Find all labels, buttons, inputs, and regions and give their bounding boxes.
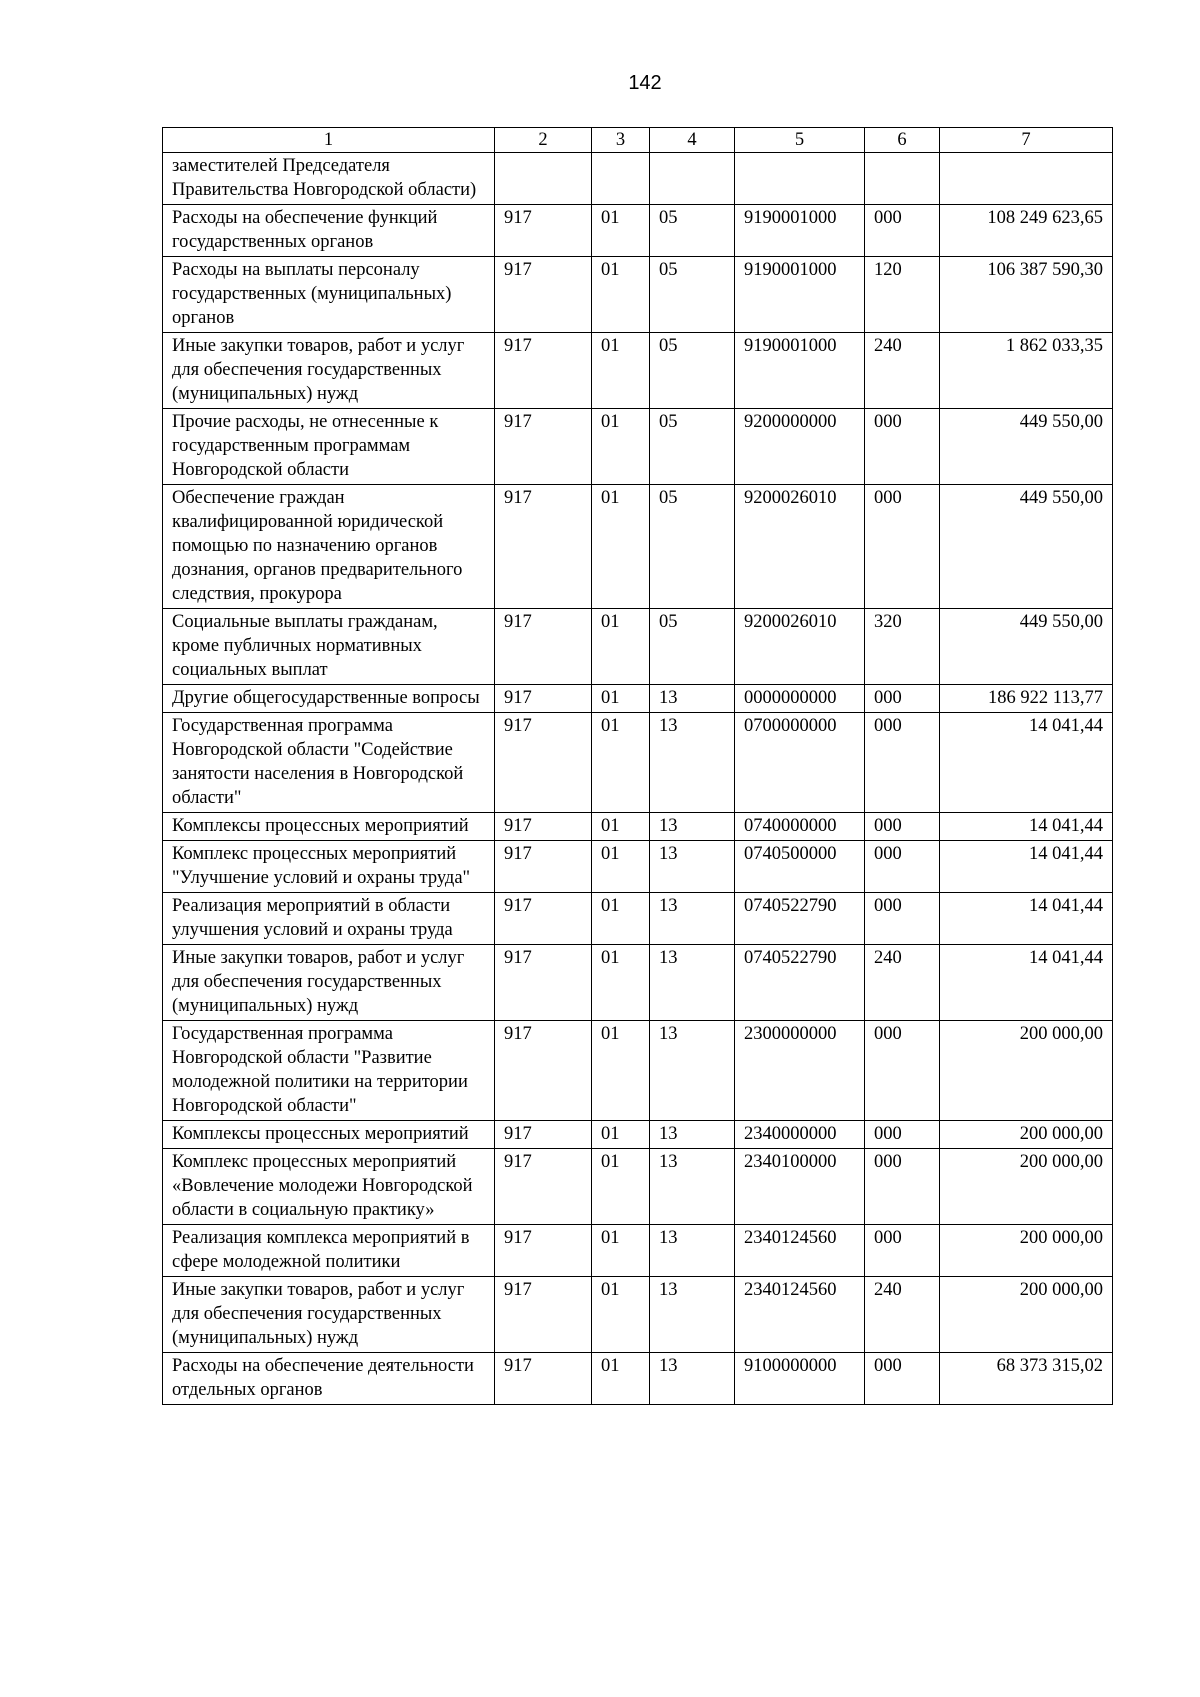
section-code-cell: 01 xyxy=(592,1021,650,1121)
subsection-code-cell: 13 xyxy=(650,713,735,813)
target-article-cell: 0700000000 xyxy=(735,713,865,813)
column-header: 5 xyxy=(735,128,865,153)
amount-cell: 14 041,44 xyxy=(940,893,1113,945)
header-row xyxy=(163,128,1113,153)
table-row xyxy=(163,409,1113,485)
section-code-cell: 01 xyxy=(592,1149,650,1225)
column-header: 2 xyxy=(495,128,592,153)
subsection-code-cell: 05 xyxy=(650,609,735,685)
table-row xyxy=(163,257,1113,333)
target-article-cell: 9100000000 xyxy=(735,1353,865,1405)
subsection-code-cell: 05 xyxy=(650,205,735,257)
table-row xyxy=(163,841,1113,893)
amount-cell: 14 041,44 xyxy=(940,713,1113,813)
row-name-cell: Другие общегосударственные вопросы xyxy=(163,685,495,713)
page-number: 142 xyxy=(628,72,662,94)
expense-type-cell: 000 xyxy=(865,1149,940,1225)
target-article-cell: 0740522790 xyxy=(735,945,865,1021)
section-code-cell: 01 xyxy=(592,485,650,609)
expense-type-cell: 120 xyxy=(865,257,940,333)
section-code-cell: 01 xyxy=(592,609,650,685)
amount-cell: 186 922 113,77 xyxy=(940,685,1113,713)
row-name-cell: Государственная программа Новгородской области "Содействие занятости населения в Новгородской области" xyxy=(163,713,495,813)
table-row xyxy=(163,609,1113,685)
amount-cell: 1 862 033,35 xyxy=(940,333,1113,409)
section-code-cell: 01 xyxy=(592,333,650,409)
row-name-cell: Комплекс процессных мероприятий «Вовлечение молодежи Новгородской области в социальную практику» xyxy=(163,1149,495,1225)
amount-cell: 200 000,00 xyxy=(940,1021,1113,1121)
subsection-code-cell: 05 xyxy=(650,409,735,485)
section-code-cell: 01 xyxy=(592,713,650,813)
row-name-cell: Комплекс процессных мероприятий "Улучшение условий и охраны труда" xyxy=(163,841,495,893)
expense-type-cell: 240 xyxy=(865,945,940,1021)
row-name-cell: Иные закупки товаров, работ и услуг для обеспечения государственных (муниципальных) нужд xyxy=(163,945,495,1021)
ministry-code-cell: 917 xyxy=(495,1021,592,1121)
target-article-cell: 0000000000 xyxy=(735,685,865,713)
section-code-cell: 01 xyxy=(592,1225,650,1277)
row-name-cell: Комплексы процессных мероприятий xyxy=(163,1121,495,1149)
subsection-code-cell: 13 xyxy=(650,685,735,713)
subsection-code-cell: 13 xyxy=(650,945,735,1021)
subsection-code-cell: 05 xyxy=(650,333,735,409)
column-header: 7 xyxy=(940,128,1113,153)
section-code-cell: 01 xyxy=(592,841,650,893)
amount-cell xyxy=(940,153,1113,205)
section-code-cell: 01 xyxy=(592,409,650,485)
table-row xyxy=(163,1353,1113,1405)
ministry-code-cell: 917 xyxy=(495,257,592,333)
target-article-cell: 2340124560 xyxy=(735,1225,865,1277)
section-code-cell: 01 xyxy=(592,945,650,1021)
ministry-code-cell: 917 xyxy=(495,609,592,685)
target-article-cell: 2340124560 xyxy=(735,1277,865,1353)
row-name-cell: Расходы на обеспечение деятельности отдельных органов xyxy=(163,1353,495,1405)
table-row xyxy=(163,1121,1113,1149)
subsection-code-cell: 05 xyxy=(650,257,735,333)
expense-type-cell: 320 xyxy=(865,609,940,685)
amount-cell: 449 550,00 xyxy=(940,409,1113,485)
section-code-cell: 01 xyxy=(592,1121,650,1149)
expense-type-cell: 000 xyxy=(865,1121,940,1149)
amount-cell: 200 000,00 xyxy=(940,1121,1113,1149)
subsection-code-cell: 13 xyxy=(650,1149,735,1225)
target-article-cell: 9190001000 xyxy=(735,333,865,409)
row-name-cell: Расходы на обеспечение функций государственных органов xyxy=(163,205,495,257)
section-code-cell: 01 xyxy=(592,1277,650,1353)
expense-type-cell xyxy=(865,153,940,205)
target-article-cell: 9190001000 xyxy=(735,205,865,257)
expense-type-cell: 240 xyxy=(865,1277,940,1353)
row-name-cell: Иные закупки товаров, работ и услуг для обеспечения государственных (муниципальных) нужд xyxy=(163,1277,495,1353)
amount-cell: 200 000,00 xyxy=(940,1149,1113,1225)
row-name-cell: Социальные выплаты гражданам, кроме публичных нормативных социальных выплат xyxy=(163,609,495,685)
subsection-code-cell: 13 xyxy=(650,1353,735,1405)
row-name-cell: Государственная программа Новгородской области "Развитие молодежной политики на территории Новгородской области" xyxy=(163,1021,495,1121)
column-header: 4 xyxy=(650,128,735,153)
target-article-cell: 0740522790 xyxy=(735,893,865,945)
ministry-code-cell: 917 xyxy=(495,1277,592,1353)
expense-type-cell: 240 xyxy=(865,333,940,409)
table-body xyxy=(163,153,1113,1405)
section-code-cell: 01 xyxy=(592,813,650,841)
table-row xyxy=(163,485,1113,609)
ministry-code-cell: 917 xyxy=(495,813,592,841)
target-article-cell: 2300000000 xyxy=(735,1021,865,1121)
row-name-cell: Реализация мероприятий в области улучшения условий и охраны труда xyxy=(163,893,495,945)
ministry-code-cell: 917 xyxy=(495,1121,592,1149)
expense-type-cell: 000 xyxy=(865,409,940,485)
table-row xyxy=(163,945,1113,1021)
expense-type-cell: 000 xyxy=(865,485,940,609)
column-header: 1 xyxy=(163,128,495,153)
row-name-cell: Расходы на выплаты персоналу государственных (муниципальных) органов xyxy=(163,257,495,333)
table-row xyxy=(163,713,1113,813)
subsection-code-cell: 05 xyxy=(650,485,735,609)
section-code-cell: 01 xyxy=(592,1353,650,1405)
ministry-code-cell: 917 xyxy=(495,1149,592,1225)
row-name-cell: Иные закупки товаров, работ и услуг для обеспечения государственных (муниципальных) нужд xyxy=(163,333,495,409)
subsection-code-cell: 13 xyxy=(650,893,735,945)
expense-type-cell: 000 xyxy=(865,1021,940,1121)
table-row xyxy=(163,893,1113,945)
row-name-cell: Комплексы процессных мероприятий xyxy=(163,813,495,841)
expense-type-cell: 000 xyxy=(865,685,940,713)
target-article-cell: 9190001000 xyxy=(735,257,865,333)
ministry-code-cell: 917 xyxy=(495,945,592,1021)
ministry-code-cell: 917 xyxy=(495,685,592,713)
table-row xyxy=(163,153,1113,205)
budget-table xyxy=(162,127,1113,1405)
subsection-code-cell: 13 xyxy=(650,841,735,893)
table-row xyxy=(163,333,1113,409)
ministry-code-cell: 917 xyxy=(495,713,592,813)
target-article-cell: 9200026010 xyxy=(735,485,865,609)
ministry-code-cell: 917 xyxy=(495,485,592,609)
ministry-code-cell: 917 xyxy=(495,893,592,945)
section-code-cell: 01 xyxy=(592,685,650,713)
target-article-cell: 2340100000 xyxy=(735,1149,865,1225)
section-code-cell: 01 xyxy=(592,893,650,945)
subsection-code-cell: 13 xyxy=(650,1021,735,1121)
ministry-code-cell: 917 xyxy=(495,841,592,893)
target-article-cell: 0740000000 xyxy=(735,813,865,841)
amount-cell: 106 387 590,30 xyxy=(940,257,1113,333)
amount-cell: 14 041,44 xyxy=(940,945,1113,1021)
expense-type-cell: 000 xyxy=(865,713,940,813)
amount-cell: 14 041,44 xyxy=(940,841,1113,893)
expense-type-cell: 000 xyxy=(865,813,940,841)
table-row xyxy=(163,685,1113,713)
subsection-code-cell: 13 xyxy=(650,1225,735,1277)
subsection-code-cell: 13 xyxy=(650,1277,735,1353)
row-name-cell: Реализация комплекса мероприятий в сфере молодежной политики xyxy=(163,1225,495,1277)
target-article-cell: 0740500000 xyxy=(735,841,865,893)
amount-cell: 200 000,00 xyxy=(940,1225,1113,1277)
ministry-code-cell: 917 xyxy=(495,333,592,409)
target-article-cell: 9200000000 xyxy=(735,409,865,485)
table-row xyxy=(163,1225,1113,1277)
ministry-code-cell: 917 xyxy=(495,409,592,485)
table-row xyxy=(163,205,1113,257)
table-row xyxy=(163,1149,1113,1225)
column-header: 3 xyxy=(592,128,650,153)
target-article-cell xyxy=(735,153,865,205)
ministry-code-cell: 917 xyxy=(495,1353,592,1405)
expense-type-cell: 000 xyxy=(865,1353,940,1405)
amount-cell: 108 249 623,65 xyxy=(940,205,1113,257)
table-row xyxy=(163,1277,1113,1353)
subsection-code-cell xyxy=(650,153,735,205)
amount-cell: 449 550,00 xyxy=(940,485,1113,609)
amount-cell: 449 550,00 xyxy=(940,609,1113,685)
row-name-cell: Обеспечение граждан квалифицированной юридической помощью по назначению органов дознания, органов предварительного следствия, прокурора xyxy=(163,485,495,609)
target-article-cell: 9200026010 xyxy=(735,609,865,685)
section-code-cell: 01 xyxy=(592,257,650,333)
table-row xyxy=(163,813,1113,841)
section-code-cell: 01 xyxy=(592,205,650,257)
expense-type-cell: 000 xyxy=(865,205,940,257)
amount-cell: 200 000,00 xyxy=(940,1277,1113,1353)
amount-cell: 14 041,44 xyxy=(940,813,1113,841)
expense-type-cell: 000 xyxy=(865,893,940,945)
amount-cell: 68 373 315,02 xyxy=(940,1353,1113,1405)
row-name-cell: Прочие расходы, не отнесенные к государственным программам Новгородской области xyxy=(163,409,495,485)
target-article-cell: 2340000000 xyxy=(735,1121,865,1149)
ministry-code-cell: 917 xyxy=(495,205,592,257)
section-code-cell xyxy=(592,153,650,205)
ministry-code-cell xyxy=(495,153,592,205)
expense-type-cell: 000 xyxy=(865,841,940,893)
expense-type-cell: 000 xyxy=(865,1225,940,1277)
ministry-code-cell: 917 xyxy=(495,1225,592,1277)
row-name-cell: заместителей Председателя Правительства Новгородской области) xyxy=(163,153,495,205)
subsection-code-cell: 13 xyxy=(650,1121,735,1149)
subsection-code-cell: 13 xyxy=(650,813,735,841)
table-row xyxy=(163,1021,1113,1121)
column-header: 6 xyxy=(865,128,940,153)
table-header xyxy=(163,128,1113,153)
